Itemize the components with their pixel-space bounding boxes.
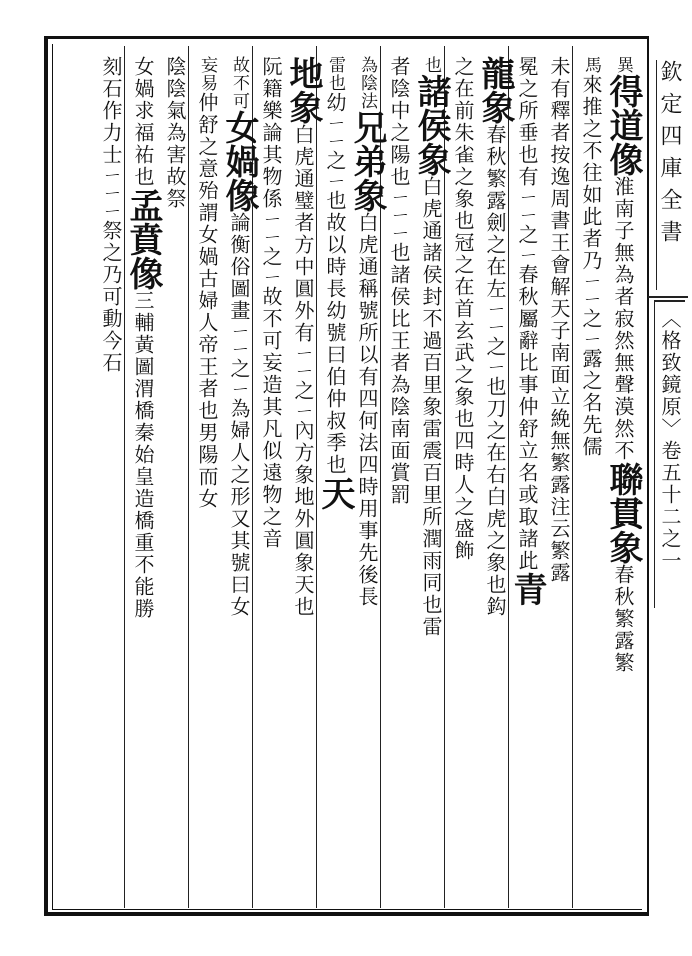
entry-heading: 天 <box>315 476 355 510</box>
entry-heading: 地象 <box>283 56 323 124</box>
column-text: 者陰中之陽也ㄧㄧㄧ也諸侯比王者為陰南面賞罰 <box>387 56 411 506</box>
text-column <box>190 56 224 906</box>
entry-heading: 女媧像 <box>219 110 259 212</box>
text-column <box>446 56 480 906</box>
text-column <box>94 56 128 906</box>
column-text: 幼ㄧㄧ之ㄧ也故以時長幼號曰伯仲叔季也 <box>323 92 347 476</box>
entry-heading: 孟賁像 <box>123 188 163 290</box>
column-text: 白虎通諸侯封不過百里象雷震百里所潤雨同也雷 <box>419 176 443 638</box>
column-text: 阮籍樂論其物係ㄧㄧ之ㄧ故不可妄造其凡似遠物之音 <box>259 56 283 550</box>
column-text: 露之名先儒 <box>579 348 603 458</box>
text-column <box>574 56 608 906</box>
text-column <box>603 56 643 906</box>
column-text: 白虎通稱號所以有四何法四時用事先後長 <box>355 212 379 608</box>
column-text: 淮南子無為者寂然無聲漠然不 <box>611 176 635 462</box>
text-column <box>254 56 288 906</box>
column-text: 故不可 <box>229 56 249 110</box>
column-text: 白虎通璧者方中圓外有ㄧㄧ之ㄧ內方象地外圓象天也 <box>291 124 315 618</box>
text-column <box>542 56 576 906</box>
column-text: 也 <box>421 56 441 74</box>
column-text: 仲舒之意殆謂女媧古婦人帝王者也男陽而女 <box>195 92 219 510</box>
column-text: 異 <box>613 56 633 74</box>
column-text: 來推之不往如此者乃ㄧㄧ之ㄧ <box>579 74 603 348</box>
entry-heading: 龍象 <box>475 56 515 124</box>
column-text: 春秋繁露繁 <box>611 564 635 674</box>
column-text: 為陰法 <box>357 56 377 110</box>
text-column <box>475 56 515 906</box>
text-column <box>411 56 451 906</box>
column-text: 刻石作力士ㄧㄧㄧ祭之乃可動今石 <box>99 56 123 374</box>
entry-heading: 諸侯象 <box>411 74 451 176</box>
text-column <box>507 56 547 906</box>
column-text: 論衡俗圖畫ㄧㄧ之ㄧ為婦人之形又其號曰女 <box>227 212 251 618</box>
column-text: 馬 <box>581 56 601 74</box>
entry-heading: 聯貫象 <box>603 462 643 564</box>
text-column <box>123 56 163 906</box>
entry-heading: 得道像 <box>603 74 643 176</box>
margin-volume: 〈格致鏡原〉卷五十二之一 <box>654 300 685 608</box>
text-column <box>347 56 387 906</box>
column-text: 雷也 <box>325 56 345 92</box>
text-column <box>382 56 416 906</box>
text-column <box>219 56 259 906</box>
column-text: 妄易 <box>197 56 217 92</box>
column-text: 未有釋者按逸周書王會解天子南面立絻無繁露注云繁露 <box>547 56 571 584</box>
column-text: 陰陰氣為害故祭 <box>163 56 187 210</box>
entry-heading: 青 <box>507 572 547 606</box>
column-text: 春秋繁露劍之在左ㄧㄧ之ㄧ也刀之在右白虎之象也鈎 <box>483 124 507 618</box>
text-column <box>315 56 355 906</box>
column-text: 女媧求福祐也 <box>131 56 155 188</box>
text-column <box>283 56 323 906</box>
margin-title: 欽定四庫全書 <box>656 60 685 290</box>
entry-heading: 兄弟象 <box>347 110 387 212</box>
text-column <box>158 56 192 906</box>
column-text: 三輔黃圖渭橋秦始皇造橋重不能勝 <box>131 290 155 620</box>
column-text: 之在前朱雀之象也冠之在首玄武之象也四時人之盛飾 <box>451 56 475 562</box>
column-text: 冕之所垂也有ㄧㄧ之ㄧ春秋屬辭比事仲舒立名或取諸此 <box>515 56 539 572</box>
